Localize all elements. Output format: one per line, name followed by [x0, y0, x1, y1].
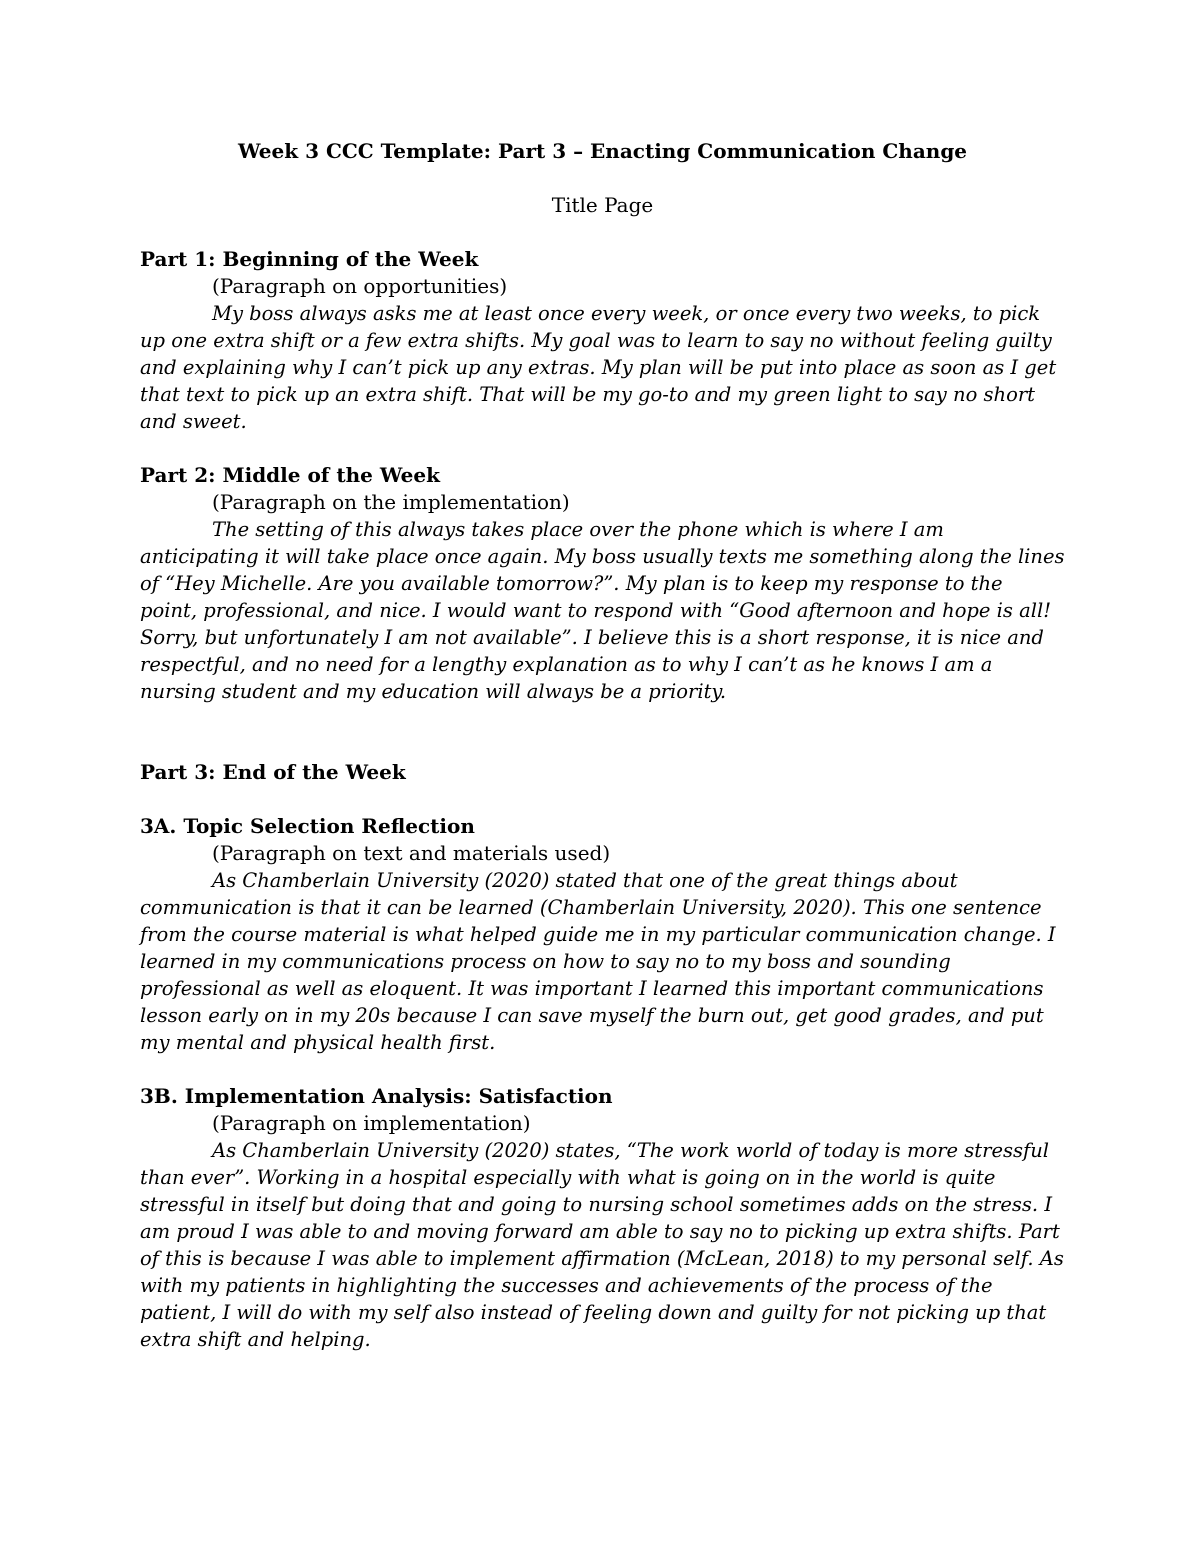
section-part-3 [140, 759, 1065, 786]
section-body: My boss always asks me at least once every week, or once every two weeks, to pick up one extra shift or a few extra shifts. My goal was to learn to say no without feeling guilty and explaining why I can’t pick up any extras. My plan will be put into place as soon as I get that text to pick up an extra shift. That will be my go-to and my green light to say no short and sweet. [140, 302, 1057, 433]
section-part-1 [140, 246, 1065, 435]
document-page [140, 138, 1065, 1380]
section-note: (Paragraph on opportunities) [212, 274, 508, 298]
blank-line [140, 732, 1065, 759]
section-body: As Chamberlain University (2020) stated that one of the great things about communication is that it can be learned (Chamberlain University, 2020). This one sentence from the course material is what helped guide me in my particular communication change. I learned in my communications process on how to say no to my boss and sounding professional as well as eloquent. It was important I learned this important communications lesson early on in my 20s because I can save myself the burn out, get good grades, and put my mental and physical health first. [140, 869, 1056, 1054]
section-body: As Chamberlain University (2020) states, “The work world of today is more stressful than ever”. Working in a hospital especially with what is going on in the world is quite stressful in itself but doing that and going to nursing school sometimes adds on the stress. I am proud I was able to and moving forward am able to say no to picking up extra shifts. Part of this is because I was able to implement affirmation (McLean, 2018) to my personal self. As with my patients in highlighting the successes and achievements of the process of the patient, I will do with my self also instead of feeling down and guilty for not picking up that extra shift and helping. [140, 1139, 1064, 1351]
section-part-2 [140, 462, 1065, 705]
section-body: The setting of this always takes place over the phone which is where I am anticipating it will take place once again. My boss usually texts me something along the lines of “Hey Michelle. Are you available tomorrow?”. My plan is to keep my response to the point, professional, and nice. I would want to respond with “Good afternoon and hope is all! Sorry, but unfortunately I am not available”. I believe this is a short response, it is nice and respectful, and no need for a lengthy explanation as to why I can’t as he knows I am a nursing student and my education will always be a priority. [140, 518, 1065, 703]
document-subtitle: Title Page [551, 193, 654, 217]
section-note: (Paragraph on the implementation) [212, 490, 570, 514]
section-note: (Paragraph on text and materials used) [212, 841, 611, 865]
section-heading: 3A. Topic Selection Reflection [140, 814, 475, 838]
section-note: (Paragraph on implementation) [212, 1111, 531, 1135]
section-heading: Part 3: End of the Week [140, 760, 406, 784]
section-3b [140, 1083, 1065, 1353]
section-3a [140, 813, 1065, 1056]
document-title: Week 3 CCC Template: Part 3 – Enacting Communication Change [237, 139, 968, 163]
section-heading: Part 2: Middle of the Week [140, 463, 440, 487]
section-heading: Part 1: Beginning of the Week [140, 247, 479, 271]
section-heading: 3B. Implementation Analysis: Satisfaction [140, 1084, 613, 1108]
